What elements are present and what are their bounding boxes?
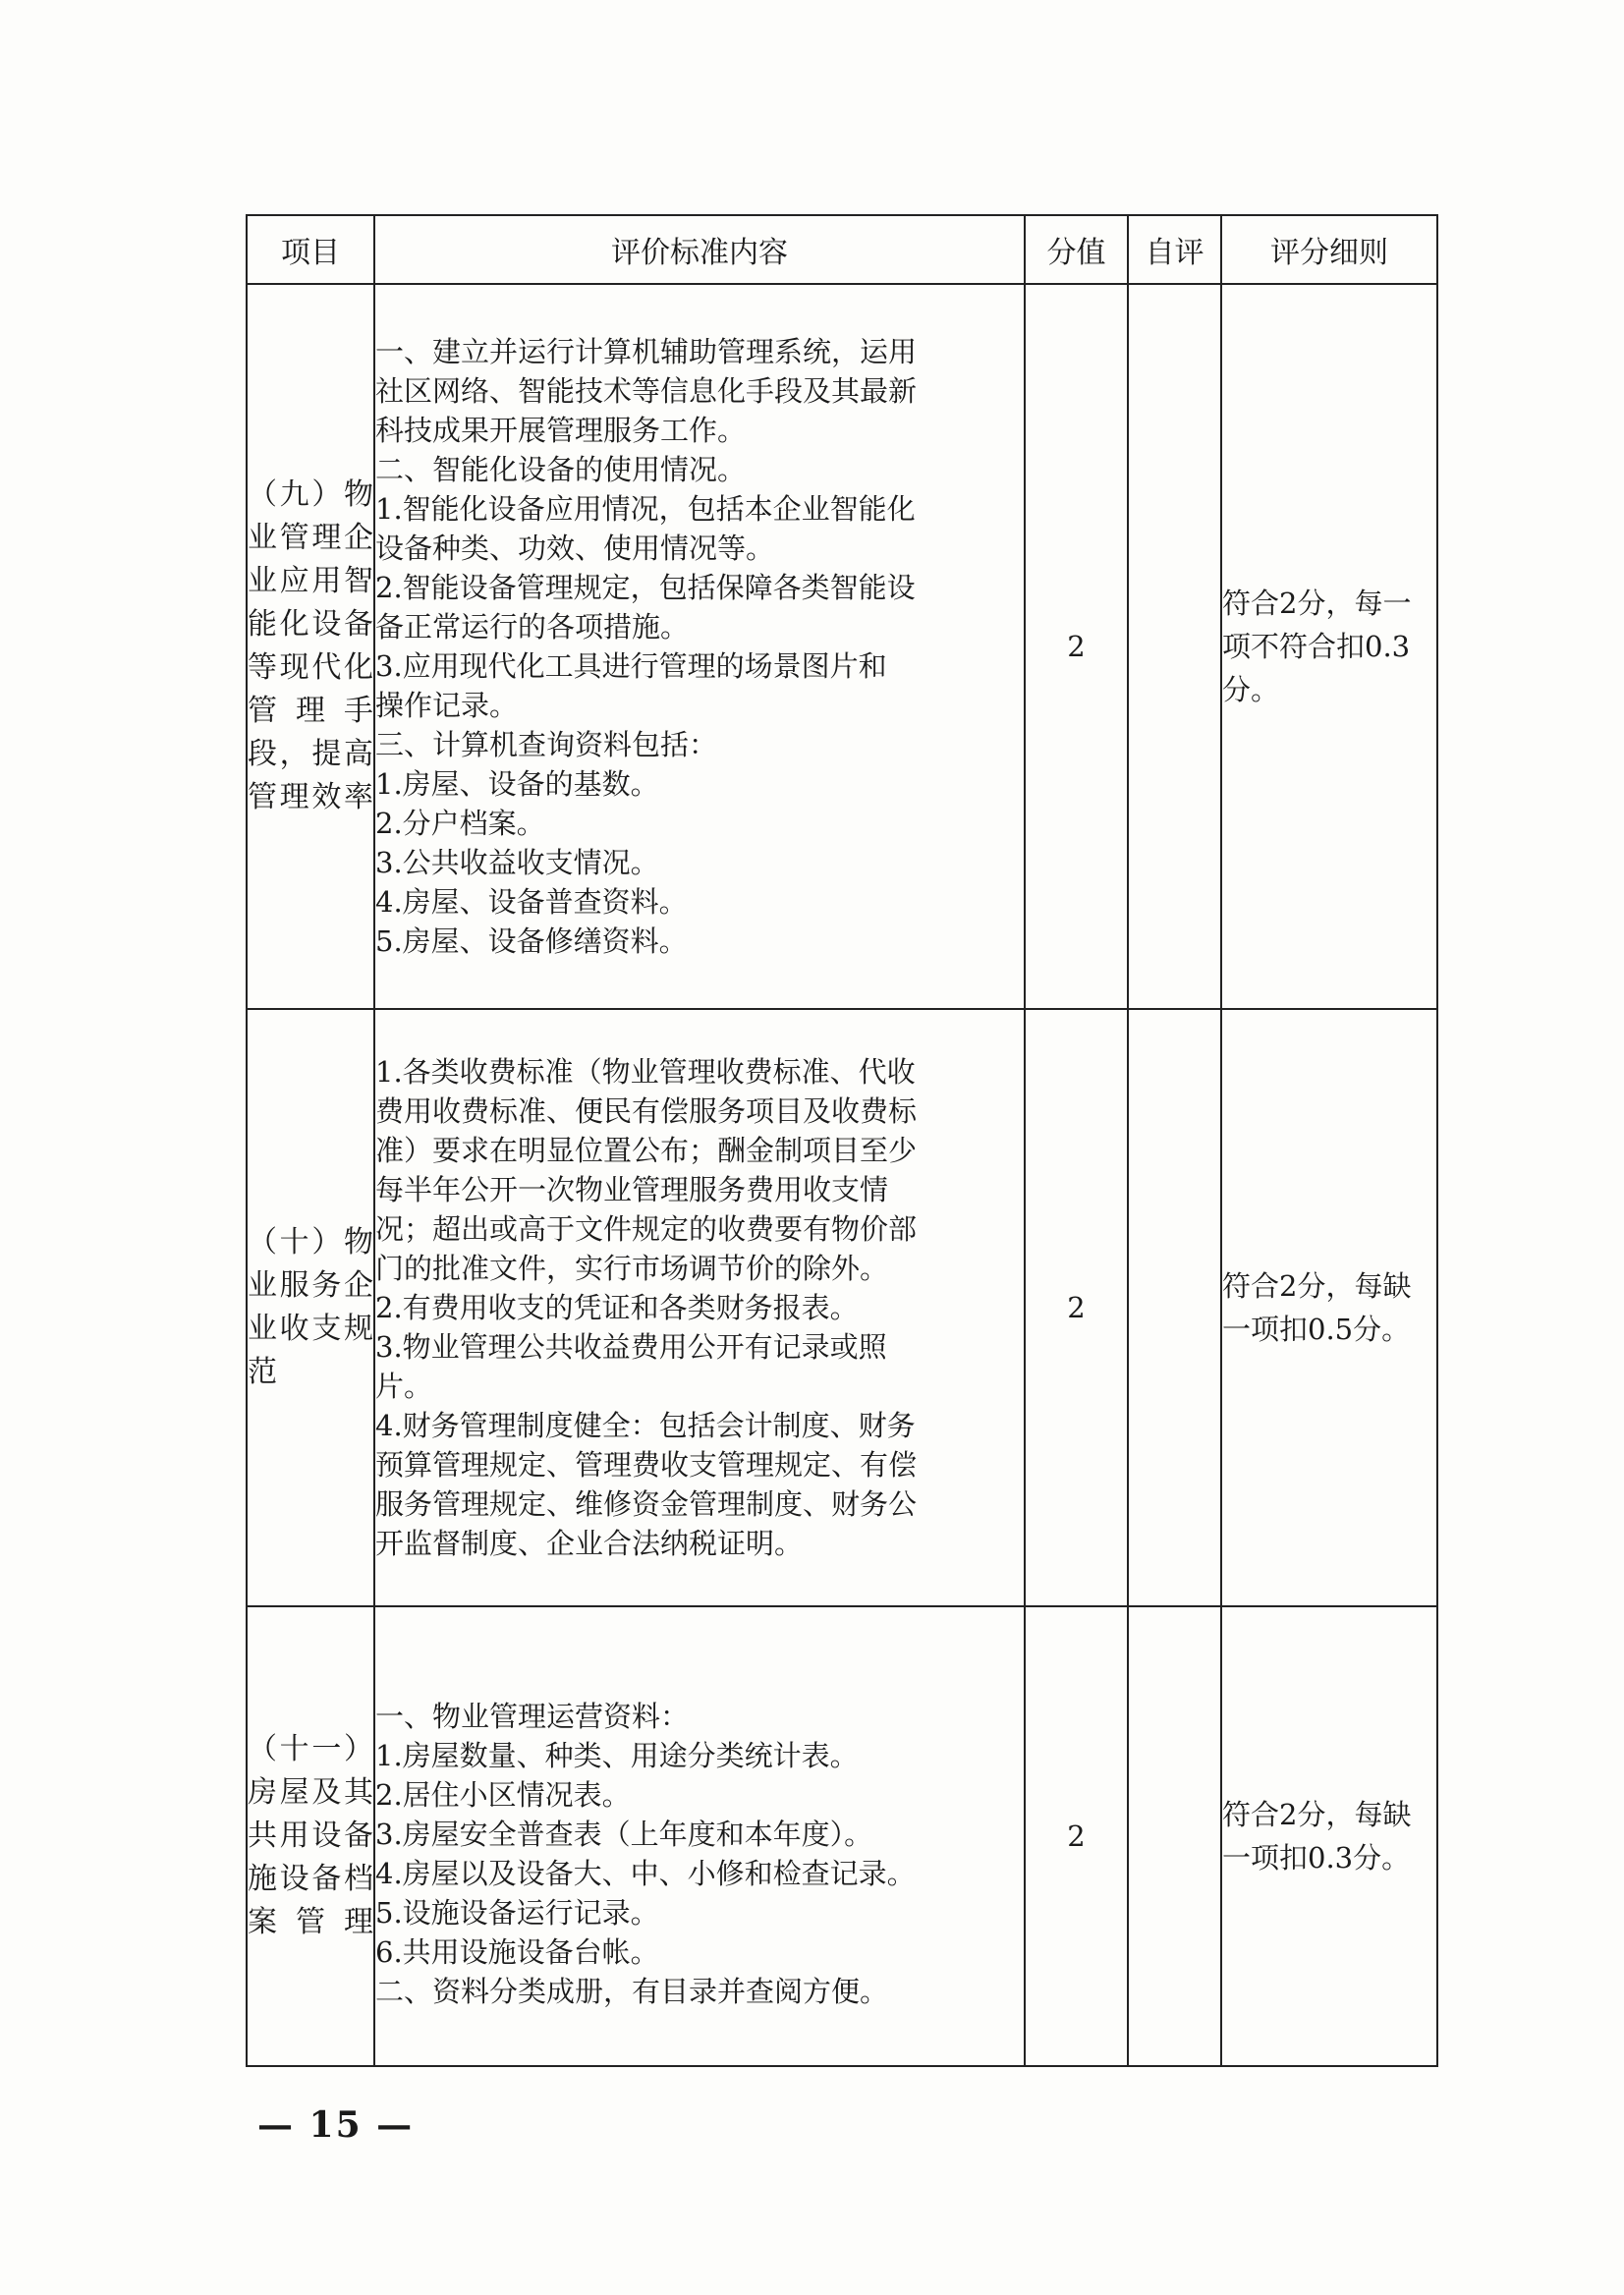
content-cell	[374, 284, 1025, 1009]
content-line: 5.房屋、设备修缮资料。	[375, 924, 688, 958]
content-line: 3.物业管理公共收益费用公开有记录或照	[375, 1330, 887, 1364]
score-cell: 2	[1025, 284, 1128, 1009]
content-line: 每半年公开一次物业管理服务费用收支情	[375, 1173, 889, 1206]
item-cell	[247, 1606, 374, 2066]
content-line: 片。	[375, 1370, 433, 1403]
content-cell	[374, 1009, 1025, 1606]
content-line: 费用收费标准、便民有偿服务项目及收费标	[375, 1094, 918, 1128]
content-line: 设备种类、功效、使用情况等。	[375, 532, 775, 565]
content-line: 6.共用设施设备台帐。	[375, 1935, 659, 1969]
content-line: 2.有费用收支的凭证和各类财务报表。	[375, 1291, 859, 1324]
content-line: 1.房屋数量、种类、用途分类统计表。	[375, 1739, 859, 1772]
content-line: 科技成果开展管理服务工作。	[375, 414, 747, 447]
table-row	[247, 1606, 1437, 2066]
self-evaluation-cell	[1128, 1606, 1221, 2066]
content-cell	[374, 1606, 1025, 2066]
header-score: 分值	[1025, 215, 1128, 284]
scoring-rule-cell	[1221, 1606, 1437, 2066]
content-line: 准）要求在明显位置公布；酬金制项目至少	[375, 1134, 918, 1167]
self-evaluation-cell	[1128, 284, 1221, 1009]
content-line: 服务管理规定、维修资金管理制度、财务公	[375, 1487, 918, 1521]
content-line: 三、计算机查询资料包括：	[375, 728, 718, 761]
content-line: 况；超出或高于文件规定的收费要有物价部	[375, 1212, 918, 1246]
content-line: 二、智能化设备的使用情况。	[375, 453, 747, 486]
content-line: 门的批准文件，实行市场调节价的除外。	[375, 1252, 889, 1285]
table-header-row	[247, 215, 1437, 284]
content-line: 1.智能化设备应用情况，包括本企业智能化	[375, 492, 916, 526]
item-text: （九）物业管理企业应用智能化设备等现代化管理手段，提高管理效率	[248, 477, 373, 814]
content-line: 2.分户档案。	[375, 807, 545, 840]
item-text: （十）物业服务企业收支规范	[248, 1225, 373, 1389]
content-line: 2.居住小区情况表。	[375, 1778, 631, 1812]
content-line: 备正常运行的各项措施。	[375, 610, 690, 644]
content-line: 1.房屋、设备的基数。	[375, 767, 659, 801]
content-line: 4.房屋、设备普查资料。	[375, 885, 688, 919]
content-line: 3.公共收益收支情况。	[375, 846, 659, 879]
content-line: 3.应用现代化工具进行管理的场景图片和	[375, 649, 887, 683]
scoring-rule-text: 符合2分，每一项不符合扣0.3分。	[1222, 587, 1412, 706]
content-line: 2.智能设备管理规定，包括保障各类智能设	[375, 571, 916, 604]
evaluation-table	[246, 214, 1438, 2067]
page-number: — 15 —	[257, 2104, 415, 2146]
header-item: 项目	[247, 215, 374, 284]
scoring-rule-text: 符合2分，每缺一项扣0.5分。	[1222, 1269, 1412, 1346]
header-self-evaluation: 自评	[1128, 215, 1221, 284]
scoring-rule-cell	[1221, 1009, 1437, 1606]
table-row	[247, 1009, 1437, 1606]
content-line: 4.财务管理制度健全：包括会计制度、财务	[375, 1409, 916, 1442]
item-cell	[247, 1009, 374, 1606]
header-content: 评价标准内容	[374, 215, 1025, 284]
content-line: 预算管理规定、管理费收支管理规定、有偿	[375, 1448, 918, 1482]
content-line: 二、资料分类成册，有目录并查阅方便。	[375, 1975, 889, 2008]
item-text: （十一）房屋及其共用设备施设备档案管理	[248, 1732, 373, 1939]
score-cell: 2	[1025, 1606, 1128, 2066]
content-line: 4.房屋以及设备大、中、小修和检查记录。	[375, 1857, 916, 1890]
scoring-rule-text: 符合2分，每缺一项扣0.3分。	[1222, 1798, 1412, 1875]
content-line: 5.设施设备运行记录。	[375, 1896, 659, 1930]
content-line: 3.房屋安全普查表（上年度和本年度）。	[375, 1818, 873, 1851]
content-line: 一、物业管理运营资料：	[375, 1700, 690, 1733]
content-line: 社区网络、智能技术等信息化手段及其最新	[375, 374, 918, 408]
self-evaluation-cell	[1128, 1009, 1221, 1606]
table-row	[247, 284, 1437, 1009]
scoring-rule-cell	[1221, 284, 1437, 1009]
content-line: 一、建立并运行计算机辅助管理系统，运用	[375, 335, 918, 368]
content-line: 操作记录。	[375, 689, 519, 722]
content-line: 1.各类收费标准（物业管理收费标准、代收	[375, 1055, 916, 1089]
content-line: 开监督制度、企业合法纳税证明。	[375, 1527, 804, 1560]
header-scoring-rule: 评分细则	[1221, 215, 1437, 284]
item-cell	[247, 284, 374, 1009]
score-cell: 2	[1025, 1009, 1128, 1606]
